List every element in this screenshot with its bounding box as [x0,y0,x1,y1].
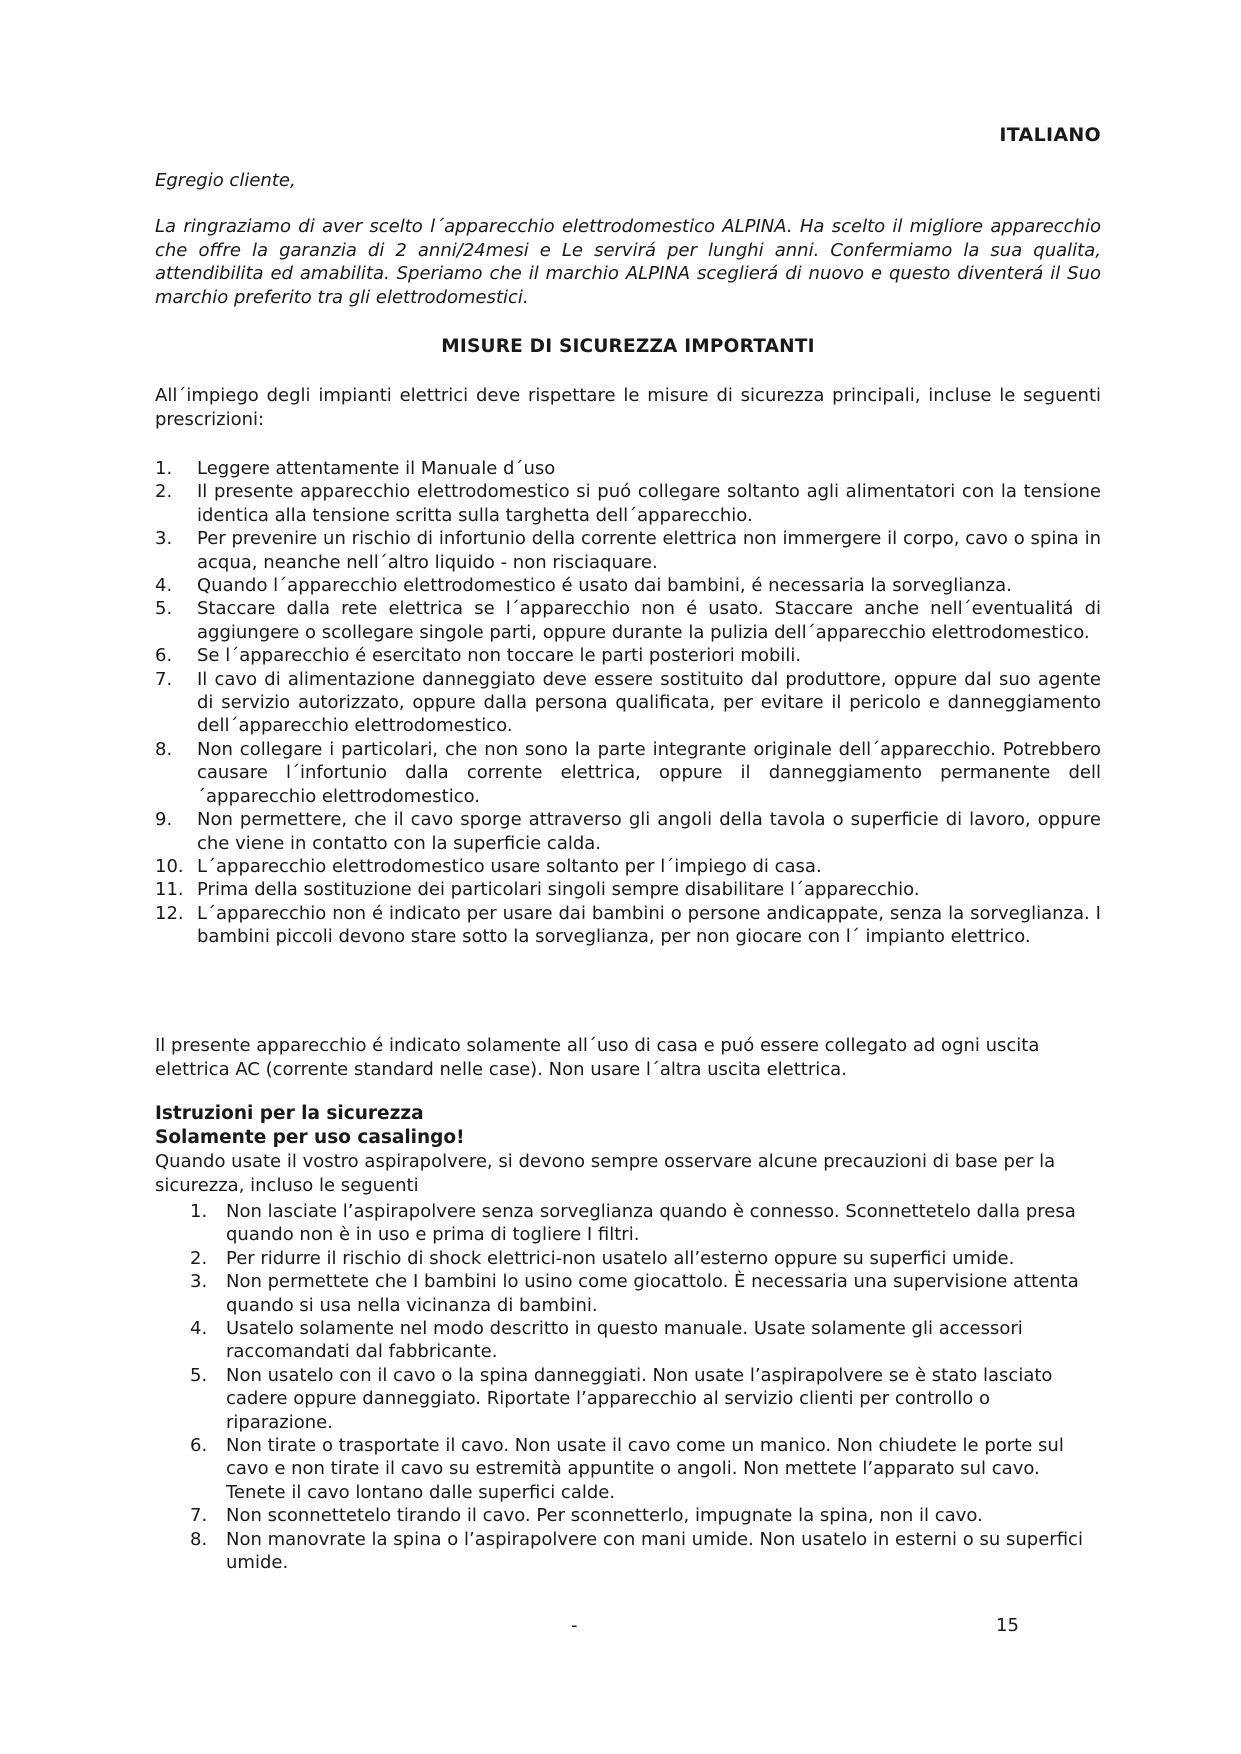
safety-subheading: Istruzioni per la sicurezza [155,1103,424,1124]
list-item [155,457,1101,480]
intro-paragraph: La ringraziamo di aver scelto l´apparecchio elettrodomestico ALPINA. Ha scelto il migliore apparecchio che offre la garanzia di 2 anni/24mesi e Le servirá per lunghi anni. Confermiamo la sua qualita, attendibilita ed amabilita. Speriamo che il marchio ALPINA sceglierá di nuovo e questo diventerá il Suo marchio preferito tra gli elettrodomestici. [155,216,1101,308]
item-number: 3. [155,528,173,550]
language-label: ITALIANO [999,124,1101,146]
item-text: Se l´apparecchio é esercitato non toccare le parti posteriori mobili. [197,645,802,667]
item-text: Non manovrate la spina o l’aspirapolvere con mani umide. Non usatelo in esterni o su superfici umide. [226,1528,1083,1574]
section-heading: MISURE DI SICUREZZA IMPORTANTI [441,336,815,357]
item-text: Non tirate o trasportate il cavo. Non usate il cavo come un manico. Non chiudete le porte sul cavo e non tirate il cavo su estremità appuntite o angoli. Non mettete l’apparato sul cavo. Tenete il cavo lontano dalle superfici calde. [226,1435,1064,1503]
item-number: 9. [155,809,173,831]
item-text: Non permettete che I bambini lo usino come giocattolo. È necessaria una supervisione attenta quando si usa nella vicinanza di bambini. [226,1271,1079,1316]
item-text: L´apparecchio elettrodomestico usare soltanto per l´impiego di casa. [197,855,822,877]
greeting: Egregio cliente, [155,170,296,191]
item-number: 1. [190,1201,208,1222]
list-item [155,738,1101,808]
list-item [155,574,1101,597]
rules-list [155,457,1101,949]
list-item [155,1504,1101,1527]
item-text: L´apparecchio non é indicato per usare dai bambini o persone andicappate, senza la sorveglianza. I bambini piccoli devono stare sotto la sorveglianza, per non giocare con l´ impianto elettrico. [197,902,1101,948]
safety-list [155,1200,1101,1575]
item-number: 12. [155,902,184,924]
list-item [155,878,1101,901]
item-number: 6. [190,1435,208,1457]
item-text: Non sconnettetelo tirando il cavo. Per sconnetterlo, impugnate la spina, non il cavo. [226,1505,983,1527]
item-text: Non collegare i particolari, che non sono la parte integrante originale dell´apparecchio. Potrebbero causare l´infortunio dalla corrente elettrica, oppure il danneggiamento permanente dell´apparecchio elettrodomestico. [197,738,1101,807]
list-item [155,527,1101,574]
safety-lead-paragraph: Quando usate il vostro aspirapolvere, si devono sempre osservare alcune precauzioni di base per la sicurezza, incluso le seguenti [155,1151,1056,1196]
list-item [155,1247,1101,1270]
item-text: Il presente apparecchio elettrodomestico si puó collegare soltanto agli alimentatori con la tensione identica alla tensione scritta sulla targhetta dell´apparecchio. [197,481,1101,526]
list-item [155,1200,1101,1247]
item-number: 3. [190,1271,208,1293]
list-item [155,902,1101,949]
list-item [155,808,1101,855]
item-number: 7. [190,1505,208,1527]
list-item [155,855,1101,878]
item-number: 8. [190,1528,208,1550]
household-use-subheading: Solamente per uso casalingo! [155,1127,465,1148]
item-number: 5. [190,1364,208,1386]
item-number: 4. [190,1318,208,1340]
item-number: 11. [155,879,184,901]
list-item [155,1317,1101,1364]
item-text: Leggere attentamente il Manuale d´uso [197,458,556,479]
footer-dash: - [571,1615,578,1636]
item-text: Usatelo solamente nel modo descritto in questo manuale. Usate solamente gli accessori raccomandati dal fabbricante. [226,1318,1023,1363]
item-text: Per ridurre il rischio di shock elettrici-non usatelo all’esterno oppure su superfici umide. [226,1247,1015,1269]
item-number: 2. [190,1247,208,1269]
item-text: Prima della sostituzione dei particolari singoli sempre disabilitare l´apparecchio. [197,879,920,901]
list-item [155,668,1101,738]
item-text: Il cavo di alimentazione danneggiato deve essere sostituito dal produttore, oppure dal suo agente di servizio autorizzato, oppure dalla persona qualificata, per evitare il pericolo e danneggiamento dell´apparecchio elettrodomestico. [197,668,1101,737]
item-number: 2. [155,481,173,503]
list-item [155,1270,1101,1317]
list-item [155,1528,1101,1575]
list-item [155,1434,1101,1504]
item-number: 8. [155,738,173,760]
closing-paragraph: Il presente apparecchio é indicato solamente all´uso di casa e puó essere collegato ad ogni uscita elettrica AC (corrente standard nelle case). Non usare l´altra uscita elettrica. [155,1035,1040,1080]
item-number: 7. [155,668,173,690]
item-text: Non usatelo con il cavo o la spina danneggiati. Non usate l’aspirapolvere se è stato lasciato cadere oppure danneggiato. Riportate l’apparecchio al servizio clienti per controllo o riparazione. [226,1364,1053,1433]
item-number: 5. [155,598,173,620]
item-text: Non permettere, che il cavo sporge attraverso gli angoli della tavola o superficie di lavoro, oppure che viene in contatto con la superficie calda. [197,809,1101,854]
list-item [155,480,1101,527]
item-number: 10. [155,855,184,877]
item-text: Per prevenire un rischio di infortunio della corrente elettrica non immergere il corpo, cavo o spina in acqua, neanche nell´altro liquido - non risciaquare. [197,528,1101,573]
item-text: Quando l´apparecchio elettrodomestico é usato dai bambini, é necessaria la sorveglianza. [197,575,1012,597]
item-text: Staccare dalla rete elettrica se l´apparecchio non é usato. Staccare anche nell´eventualitá di aggiungere o scollegare singole parti, oppure durante la pulizia dell´apparecchio elettrodomestico. [197,598,1101,643]
item-text: Non lasciate l’aspirapolvere senza sorveglianza quando è connesso. Sconnettetelo dalla presa quando non è in uso e prima di togliere I filtri. [226,1201,1076,1246]
list-item [155,597,1101,644]
item-number: 4. [155,575,173,597]
list-item [155,1364,1101,1434]
page-number: 15 [996,1615,1019,1636]
item-number: 1. [155,458,173,479]
lead-paragraph: All´impiego degli impianti elettrici deve rispettare le misure di sicurezza principali, incluse le seguenti prescrizioni: [155,385,1101,430]
item-number: 6. [155,645,173,667]
list-item [155,644,1101,667]
